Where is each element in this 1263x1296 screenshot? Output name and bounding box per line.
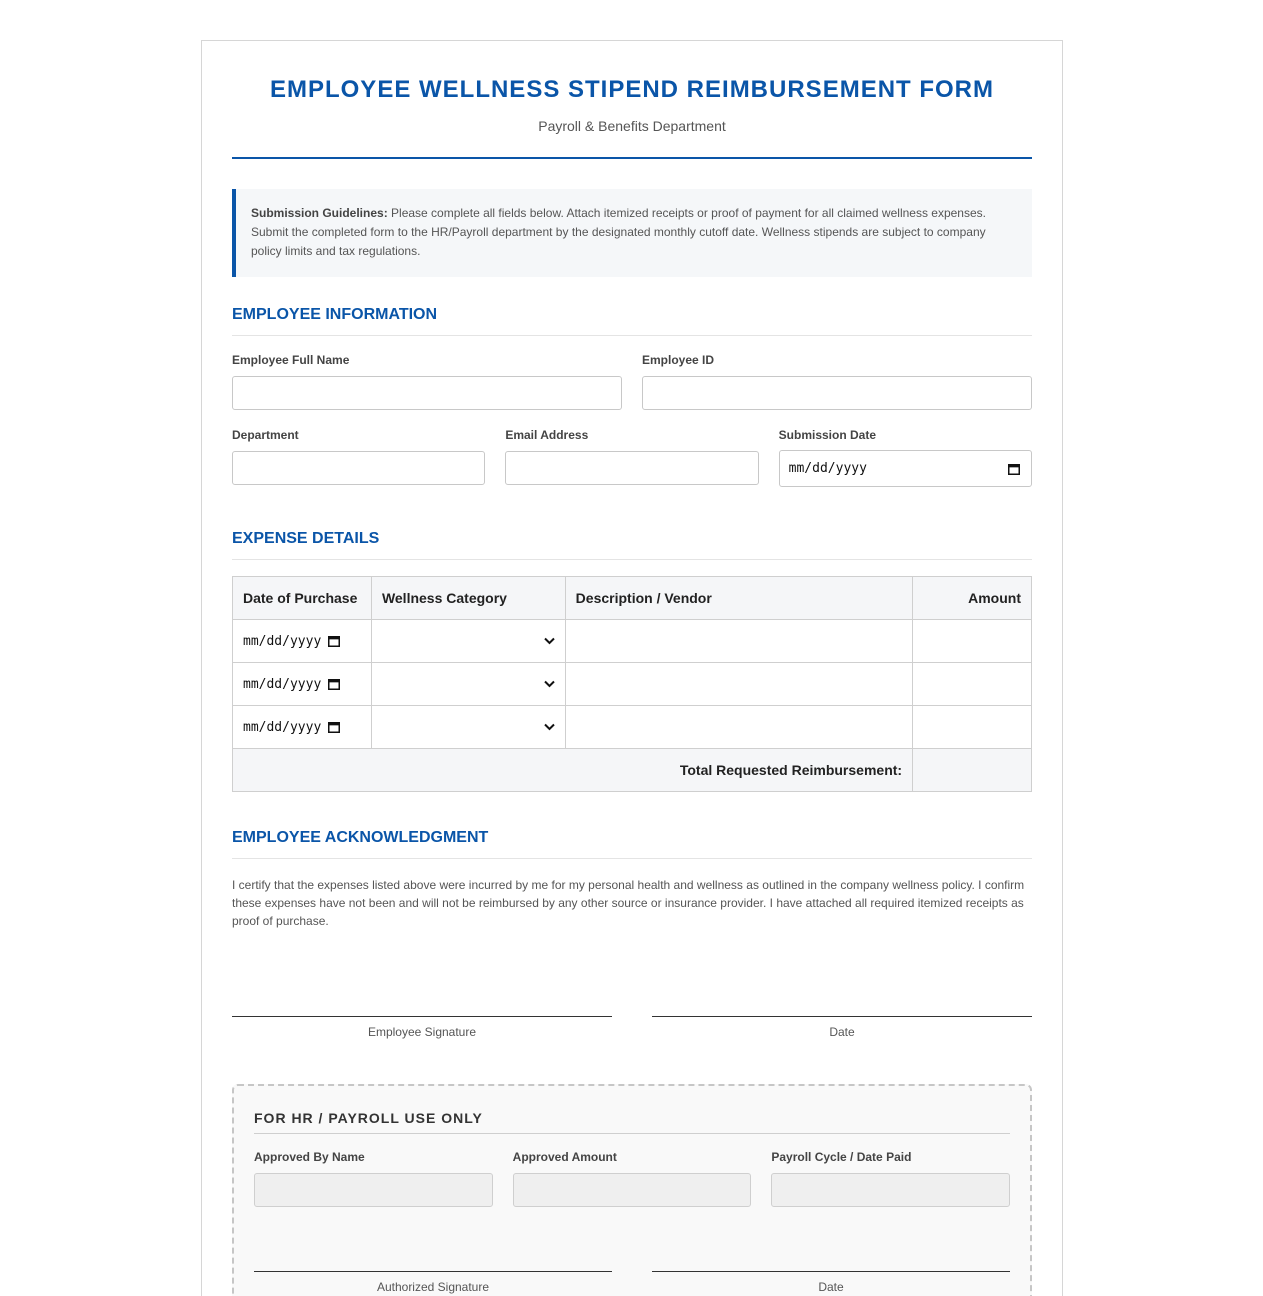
section-title-acknowledgment: EMPLOYEE ACKNOWLEDGMENT [232,828,1032,859]
total-amount-input[interactable] [913,749,1032,792]
payroll-cycle-label: Payroll Cycle / Date Paid [771,1150,912,1164]
submission-date-placeholder: mm/dd/yyyy [788,461,867,476]
column-header-category: Wellness Category [371,577,565,620]
form-title: EMPLOYEE WELLNESS STIPEND REIMBURSEMENT FORM [269,76,995,103]
expense-date-cell[interactable] [233,706,372,749]
employee-full-name-label: Employee Full Name [232,353,350,367]
total-row [233,749,1032,792]
employee-row-1 [232,353,1032,410]
approved-by-label: Approved By Name [254,1150,365,1164]
employee-full-name-input[interactable] [232,376,622,410]
employee-id-label: Employee ID [642,353,715,367]
submission-guidelines [232,189,1032,277]
description-vendor-input[interactable] [565,706,912,749]
expense-date-cell[interactable] [233,663,372,706]
approved-amount-label: Approved Amount [512,1150,617,1164]
field-employee-full-name [232,353,622,410]
column-header-date: Date of Purchase [233,577,372,620]
employee-date-block [652,1016,1032,1039]
hr-date-block [652,1271,1010,1294]
section-title-expense-details: EXPENSE DETAILS [232,529,1032,560]
field-employee-id [642,353,1032,410]
hr-date-line[interactable] [652,1271,1010,1272]
title-divider [232,157,1032,159]
acknowledgment-text: I certify that the expenses listed above were incurred by me for my personal health and wellness as outlined in the company wellness policy. I confirm these expenses have not been and will not be reimbursed by any other source or insurance provider. I have attached all required itemized receipts as proof of purchase. [232,878,1025,928]
field-email [505,428,758,487]
chevron-down-icon [544,680,555,688]
description-vendor-input[interactable] [565,663,912,706]
submission-date-input[interactable] [779,450,1032,487]
section-title-employee-information: EMPLOYEE INFORMATION [232,305,1032,336]
wellness-category-select[interactable] [371,706,565,749]
employee-id-input[interactable] [642,376,1032,410]
payroll-cycle-input[interactable] [771,1173,1010,1207]
expense-date-placeholder: mm/dd/yyyy [243,633,322,649]
field-approved-by [254,1150,493,1207]
email-label: Email Address [505,428,589,442]
department-label: Department [232,428,299,442]
authorized-signature-block [254,1271,612,1294]
hr-signature-row [254,1271,1010,1294]
expense-date-placeholder: mm/dd/yyyy [243,676,322,692]
wellness-category-select[interactable] [371,663,565,706]
amount-input[interactable] [913,663,1032,706]
approved-by-input[interactable] [254,1173,493,1207]
form-subtitle: Payroll & Benefits Department [538,118,726,134]
hr-payroll-box [232,1084,1032,1296]
calendar-icon[interactable] [328,678,340,690]
hr-fields-row [254,1150,1010,1207]
column-header-amount: Amount [913,577,1032,620]
chevron-down-icon [544,637,555,645]
amount-input[interactable] [913,706,1032,749]
authorized-signature-label: Authorized Signature [376,1280,490,1294]
chevron-down-icon [544,723,555,731]
employee-date-line[interactable] [652,1016,1032,1017]
employee-signature-line[interactable] [232,1016,612,1017]
table-row [233,620,1032,663]
expense-date-placeholder: mm/dd/yyyy [243,719,322,735]
field-approved-amount [513,1150,752,1207]
guidelines-text: Please complete all fields below. Attach itemized receipts or proof of payment for all claimed wellness expenses. Submit the completed form to the HR/Payroll department by the designated monthly cutoff date. Wellness stipends are subject to company policy limits and tax regulations. [251,206,986,258]
calendar-icon[interactable] [328,635,340,647]
calendar-icon[interactable] [1008,463,1020,475]
total-label: Total Requested Reimbursement: [233,749,913,792]
table-row [233,663,1032,706]
field-department [232,428,485,487]
form-sheet [201,40,1063,1296]
hr-section-title: FOR HR / PAYROLL USE ONLY [254,1110,1010,1134]
field-submission-date [779,428,1032,487]
employee-signature-block [232,1016,612,1039]
employee-signature-label: Employee Signature [367,1025,477,1039]
expense-table [232,576,1032,792]
expense-table-header [233,577,1032,620]
approved-amount-input[interactable] [513,1173,752,1207]
expense-date-cell[interactable] [233,620,372,663]
employee-row-2 [232,428,1032,487]
employee-signature-row [232,1016,1032,1039]
field-payroll-cycle [771,1150,1010,1207]
table-row [233,706,1032,749]
employee-date-label: Date [829,1025,855,1039]
authorized-signature-line[interactable] [254,1271,612,1272]
email-input[interactable] [505,451,758,485]
submission-date-label: Submission Date [778,428,877,442]
calendar-icon[interactable] [328,721,340,733]
amount-input[interactable] [913,620,1032,663]
hr-date-label: Date [818,1280,844,1294]
description-vendor-input[interactable] [565,620,912,663]
guidelines-label: Submission Guidelines: [251,206,388,220]
department-input[interactable] [232,451,485,485]
column-header-description: Description / Vendor [565,577,912,620]
wellness-category-select[interactable] [371,620,565,663]
